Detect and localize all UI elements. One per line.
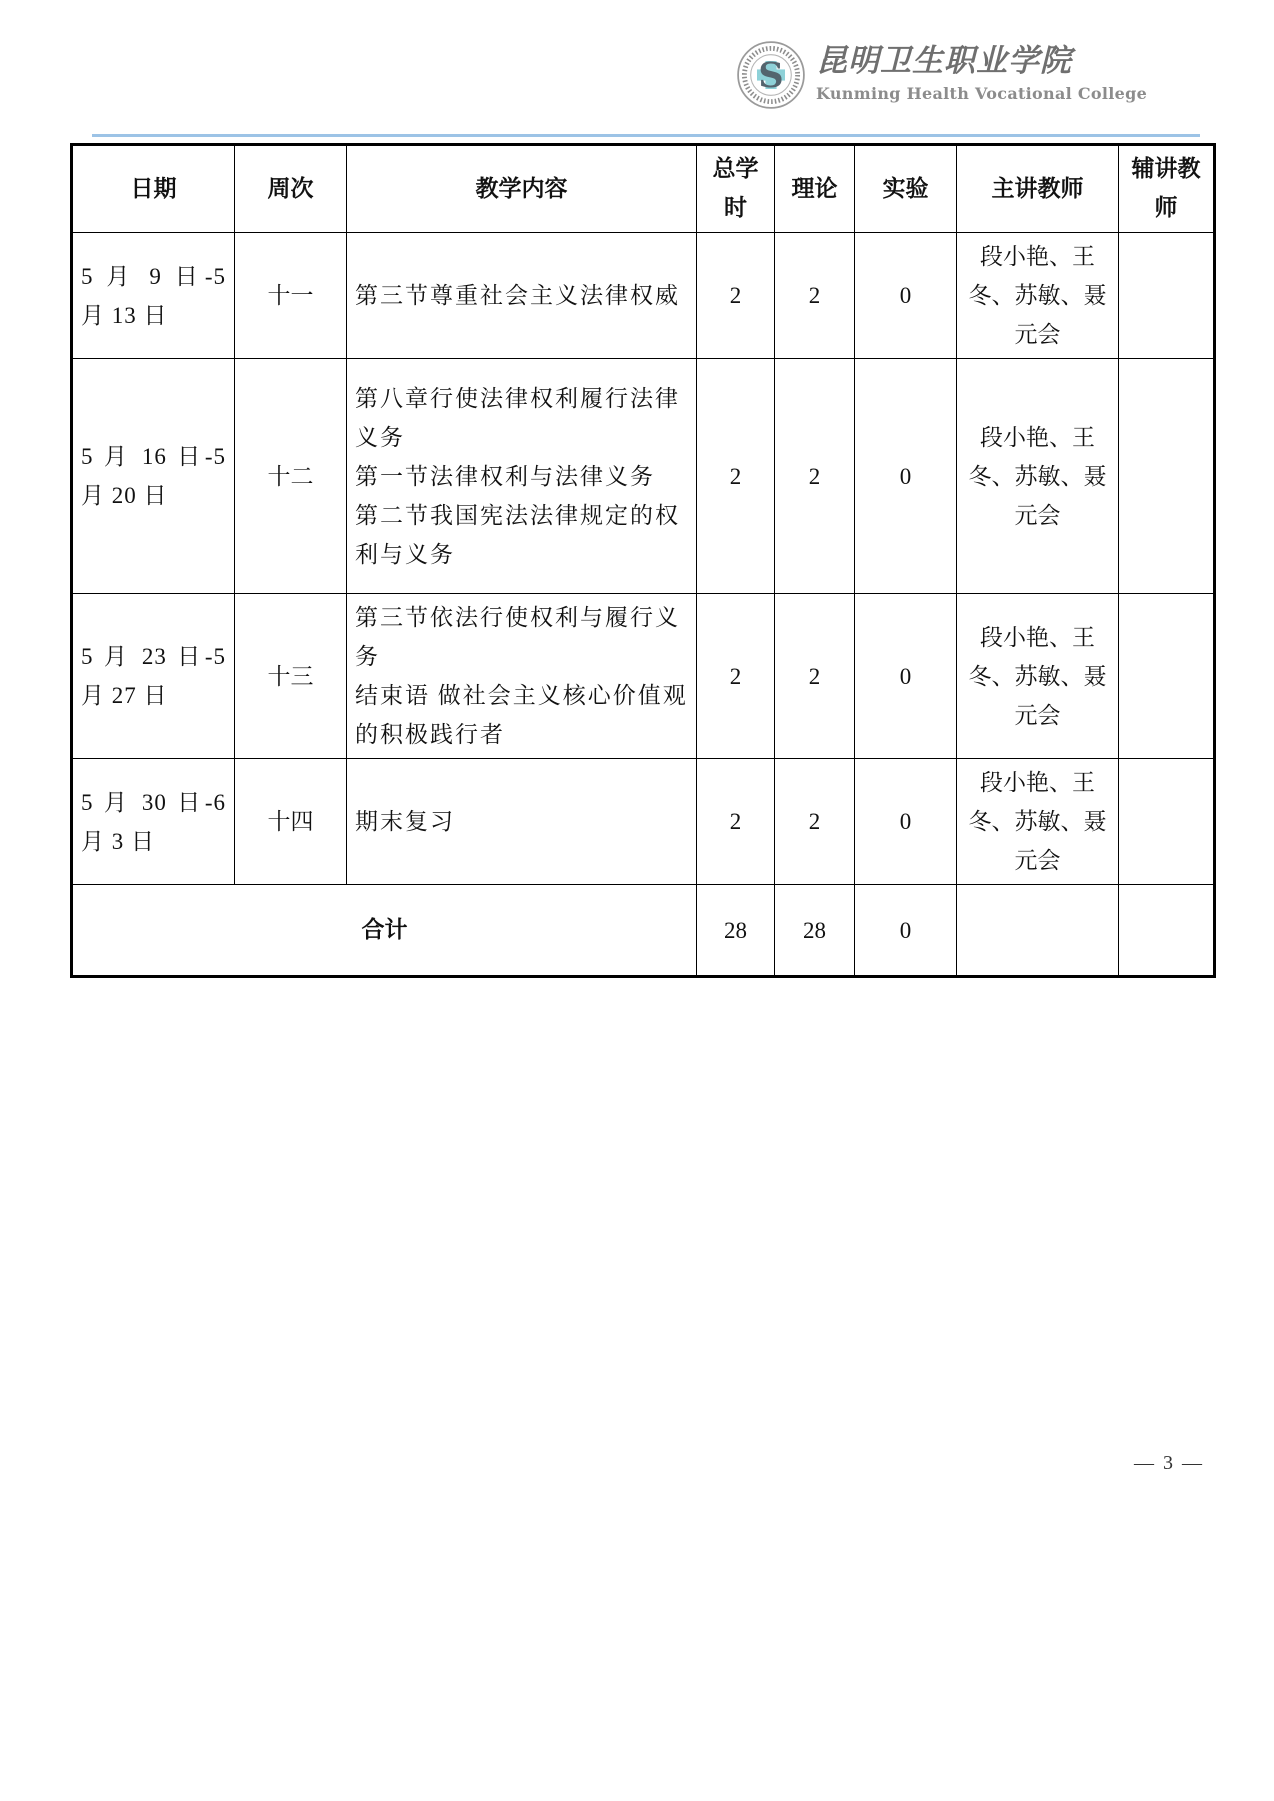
cell-content: 第三节尊重社会主义法律权威 [347,233,697,359]
cell-total-hours: 2 [697,594,775,759]
table-row [72,594,1215,759]
cell-lab-hours: 0 [855,594,957,759]
cell-total-hours: 2 [697,233,775,359]
col-header-main-teacher: 主讲教师 [957,145,1119,233]
col-header-assistant-teacher: 辅讲教师 [1119,145,1215,233]
page-number: — 3 — [1134,1452,1204,1474]
total-row [72,885,1215,977]
total-label: 合计 [72,885,697,977]
header-divider-line [92,134,1200,137]
cell-week: 十二 [235,359,347,594]
cell-main-teacher: 段小艳、王冬、苏敏、聂元会 [957,759,1119,885]
col-header-total-hours: 总学时 [697,145,775,233]
cell-date: 5 月 9 日-5 月 13 日 [72,233,235,359]
header-row [72,145,1215,233]
cell-assistant-teacher [1119,359,1215,594]
cell-week: 十一 [235,233,347,359]
cell-assistant-teacher [1119,759,1215,885]
college-name-zh: 昆明卫生职业学院 [816,43,1072,79]
table-row [72,759,1215,885]
cell-main-teacher: 段小艳、王冬、苏敏、聂元会 [957,594,1119,759]
college-seal-icon [736,40,806,110]
total-hours-sum: 28 [697,885,775,977]
cell-date: 5 月 23 日-5 月 27 日 [72,594,235,759]
cell-theory-hours: 2 [775,594,855,759]
col-header-week: 周次 [235,145,347,233]
cell-content: 期末复习 [347,759,697,885]
col-header-theory: 理论 [775,145,855,233]
schedule-table-body [72,233,1215,885]
cell-date: 5 月 30 日-6 月 3 日 [72,759,235,885]
college-name-block [816,40,1147,103]
col-header-date: 日期 [72,145,235,233]
theory-hours-sum: 28 [775,885,855,977]
cell-total-hours: 2 [697,759,775,885]
table-row [72,233,1215,359]
table-footer [72,885,1215,977]
cell-lab-hours: 0 [855,759,957,885]
cell-theory-hours: 2 [775,759,855,885]
lab-hours-sum: 0 [855,885,957,977]
cell-theory-hours: 2 [775,359,855,594]
teaching-schedule-table [70,143,1216,978]
cell-content: 第三节依法行使权利与履行义务 结束语 做社会主义核心价值观的积极践行者 [347,594,697,759]
cell-theory-hours: 2 [775,233,855,359]
cell-lab-hours: 0 [855,233,957,359]
cell-assistant-teacher [1119,233,1215,359]
cell-main-teacher: 段小艳、王冬、苏敏、聂元会 [957,233,1119,359]
table-header [72,145,1215,233]
cell-week: 十三 [235,594,347,759]
col-header-lab: 实验 [855,145,957,233]
cell-assistant-teacher [1119,594,1215,759]
college-name-en: Kunming Health Vocational College [816,84,1148,103]
cell-main-teacher: 段小艳、王冬、苏敏、聂元会 [957,359,1119,594]
total-assistant-teacher-cell [1119,885,1215,977]
cell-week: 十四 [235,759,347,885]
cell-total-hours: 2 [697,359,775,594]
college-logo [736,40,1147,110]
seal-dragon-letter: S [758,54,784,96]
cell-content: 第八章行使法律权利履行法律义务 第一节法律权利与法律义务 第二节我国宪法法律规定的权利与义务 [347,359,697,594]
cell-date: 5 月 16 日-5 月 20 日 [72,359,235,594]
cell-lab-hours: 0 [855,359,957,594]
col-header-content: 教学内容 [347,145,697,233]
total-main-teacher-cell [957,885,1119,977]
table-row [72,359,1215,594]
